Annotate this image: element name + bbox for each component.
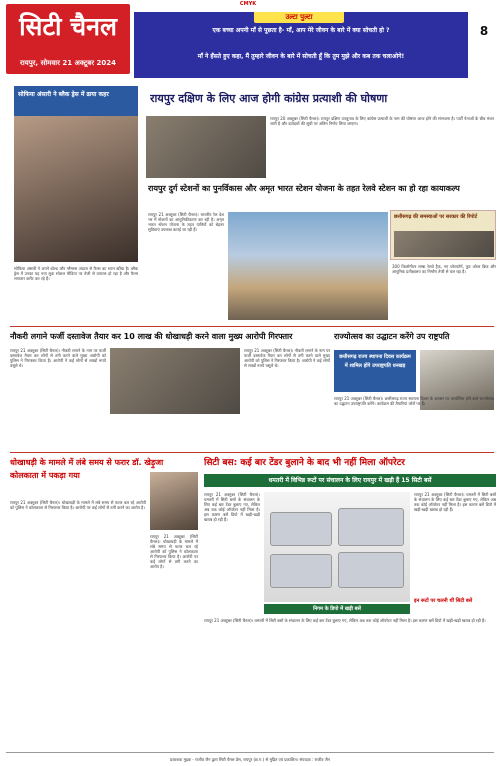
ulta-pulta-box (134, 12, 468, 78)
bus-photo (264, 492, 410, 602)
citybus-body-2: रायपुर 21 अक्टूबर (सिटी चैनल)। धमतरी में सिटी बसों के संचालन के लिए कई बार टेंडर बुलाए गए, लेकिन अब तक कोई ऑपरेटर नहीं मिला है। इस कारण बसें डिपो में खड़ी-खड़ी खराब हो रही हैं। (414, 492, 496, 512)
dateline: रायपुर, सोमवार 21 अक्टूबर 2024 (19, 59, 117, 67)
railway-side-body: 300 किलोमीटर लम्बा रेलवे ट्रैक, नए प्लेटफॉर्म, फुट ओवर ब्रिज और आधुनिक प्रतीक्षालय का निर्माण तेजी से चल रहा है। (392, 264, 496, 274)
rajyotsav-headline: राज्योत्सव का उद्घाटन करेंगे उप राष्ट्रपति (334, 332, 450, 341)
bus-3 (270, 554, 332, 588)
footer-text: प्रकाशक मुद्रक - राजीव जैन द्वारा सिटी चैनल प्रेस, रायपुर (छ.ग.) से मुद्रित एवं प्रकाशित। संपादक : राजीव जैन (170, 757, 330, 762)
ulta-pulta-line1: एक बच्चा अपनी माँ से पूछता है- माँ, आप मेरे जीवन के बारे में क्या सोचती हो ? (212, 27, 390, 34)
railway-box (390, 210, 496, 260)
naukri-police-photo (110, 348, 240, 414)
railway-headline: रायपुर दुर्ग स्टेशनों का पुनर्विकास और अमृत भारत स्टेशन योजना के तहत रेलवे स्टेशन का हो रहा कायाकल्प (148, 184, 460, 193)
citybus-side-heading: इन रूटों पर चलनी थीं सिटी बसें (414, 598, 473, 604)
ulta-pulta-title: उल्टा पुल्टा (254, 12, 344, 23)
bus-2 (338, 508, 404, 546)
fraud-headline: धोखाधड़ी के मामले में लंबे समय से फरार डॉ. खेड़ुजा कोलकाता में पकड़ा गया (10, 458, 164, 480)
citybus-body-3: रायपुर 21 अक्टूबर (सिटी चैनल)। धमतरी में सिटी बसों के संचालन के लिए कई बार टेंडर बुलाए गए, लेकिन अब तक कोई ऑपरेटर नहीं मिला है। इस कारण बसें डिपो में खड़ी-खड़ी खराब हो रही हैं। (204, 618, 486, 623)
rajyotsav-promo (334, 350, 416, 392)
sofia-photo (14, 116, 138, 262)
citybus-subhead-text: धमतरी में विभिन्न रूटों पर संचालन के लिए रायपुर में खड़ी हैं 15 सिटी बसें (268, 477, 432, 484)
masthead (6, 4, 130, 74)
footer (6, 752, 494, 764)
page-number: 8 (479, 24, 489, 38)
naukri-body: रायपुर 21 अक्टूबर (सिटी चैनल)। नौकरी लगाने के नाम पर फर्जी दस्तावेज तैयार कर लोगों से ठगी करने वाले मुख्य आरोपी को पुलिस ने गिरफ्तार किया है। आरोपी ने कई लोगों से लाखों रुपये वसूले थे। (10, 348, 106, 368)
fraud-suspect-photo (150, 472, 198, 530)
citybus-body: रायपुर 21 अक्टूबर (सिटी चैनल)। धमतरी में सिटी बसों के संचालन के लिए कई बार टेंडर बुलाए गए, लेकिन अब तक कोई ऑपरेटर नहीं मिला है। इस कारण बसें डिपो में खड़ी-खड़ी खराब हो रही हैं। (204, 492, 260, 522)
brand-title: सिटी चैनल (19, 12, 117, 41)
naukri-body-2: रायपुर 21 अक्टूबर (सिटी चैनल)। नौकरी लगाने के नाम पर फर्जी दस्तावेज तैयार कर लोगों से ठगी करने वाले मुख्य आरोपी को पुलिस ने गिरफ्तार किया है। आरोपी ने कई लोगों से लाखों रुपये वसूले थे। (244, 348, 330, 368)
fraud-body-2: रायपुर 21 अक्टूबर (सिटी चैनल)। धोखाधड़ी के मामले में लंबे समय से फरार चल रहे आरोपी को पुलिस ने कोलकाता से गिरफ्तार किया है। आरोपी पर कई लोगों से ठगी करने का आरोप है। (150, 534, 198, 569)
congress-photo (146, 116, 266, 178)
divider (10, 326, 494, 328)
railway-station-photo (228, 212, 388, 320)
divider (10, 452, 494, 454)
railway-box-photo (394, 231, 494, 257)
citybus-headline: सिटी बस: कई बार टेंडर बुलाने के बाद भी नहीं मिला ऑपरेटर (204, 458, 405, 468)
congress-body: रायपुर 20 अक्टूबर (सिटी चैनल)। रायपुर दक्षिण उपचुनाव के लिए कांग्रेस प्रत्याशी के नाम की घोषणा आज होने की संभावना है। पार्टी नेताओं के बीच मंथन जारी है और दावेदारों की सूची पर अंतिम निर्णय लिया जाएगा। (270, 116, 494, 126)
sofia-header-text: सोफिया अंसारी ने ब्लैक ड्रेस में ढाया कहर (18, 91, 109, 98)
congress-headline: रायपुर दक्षिण के लिए आज होगी कांग्रेस प्रत्याशी की घोषणा (150, 92, 388, 105)
ulta-pulta-line2: माँ ने हँसते हुए कहा, मैं तुम्हारे जीवन के बारे में सोचती हूँ कि तुम मुझे और कब तक चलाओगे! (197, 53, 405, 60)
bus-1 (270, 512, 332, 546)
railway-body: रायपुर 21 अक्टूबर (सिटी चैनल)। भारतीय रेल देश भर में स्टेशनों का आधुनिकीकरण कर रही है। अमृत भारत स्टेशन योजना के तहत यात्रियों को बेहतर सुविधाएं उपलब्ध कराई जा रही हैं। (148, 212, 224, 232)
naukri-headline: नौकरी लगाने फर्जी दस्तावेज तैयार कर 10 लाख की धोखाधड़ी करने वाला मुख्य आरोपी गिरफ्तार (10, 332, 293, 341)
bus-caption (264, 604, 410, 614)
bus-caption-text: निगम के डिपो में खड़ी बसें (313, 606, 361, 612)
rajyotsav-body: रायपुर 21 अक्टूबर (सिटी चैनल)। छत्तीसगढ़ राज्य स्थापना दिवस के अवसर पर आयोजित होने वाले राज्योत्सव का उद्घाटन उपराष्ट्रपति करेंगे। कार्यक्रम की तैयारियां जोरों पर हैं। (334, 396, 494, 406)
sofia-body: सोफिया अंसारी ने अपने बोल्ड और ग्लैमरस अंदाज से फैन्स का ध्यान खींचा है। ब्लैक ड्रेस में उनका यह नया लुक सोशल मीडिया पर तेजी से वायरल हो रहा है और फैन्स लगातार कमेंट कर रहे हैं। (14, 266, 138, 281)
sofia-header (14, 86, 138, 116)
fraud-body: रायपुर 21 अक्टूबर (सिटी चैनल)। धोखाधड़ी के मामले में लंबे समय से फरार चल रहे आरोपी को पुलिस ने कोलकाता से गिरफ्तार किया है। आरोपी पर कई लोगों से ठगी करने का आरोप है। (10, 500, 146, 510)
citybus-subhead (204, 474, 496, 487)
bus-4 (338, 552, 404, 588)
railway-box-title: छत्तीसगढ़ की समस्याओं पर सरकार की रिपोर्ट (394, 214, 478, 220)
rajyotsav-promo-text: छत्तीसगढ़ राज्य स्थापना दिवस कार्यक्रम में शामिल होंगे उपराष्ट्रपति धनखड़ (339, 354, 411, 369)
cmyk-mark: CMYK (239, 1, 257, 7)
